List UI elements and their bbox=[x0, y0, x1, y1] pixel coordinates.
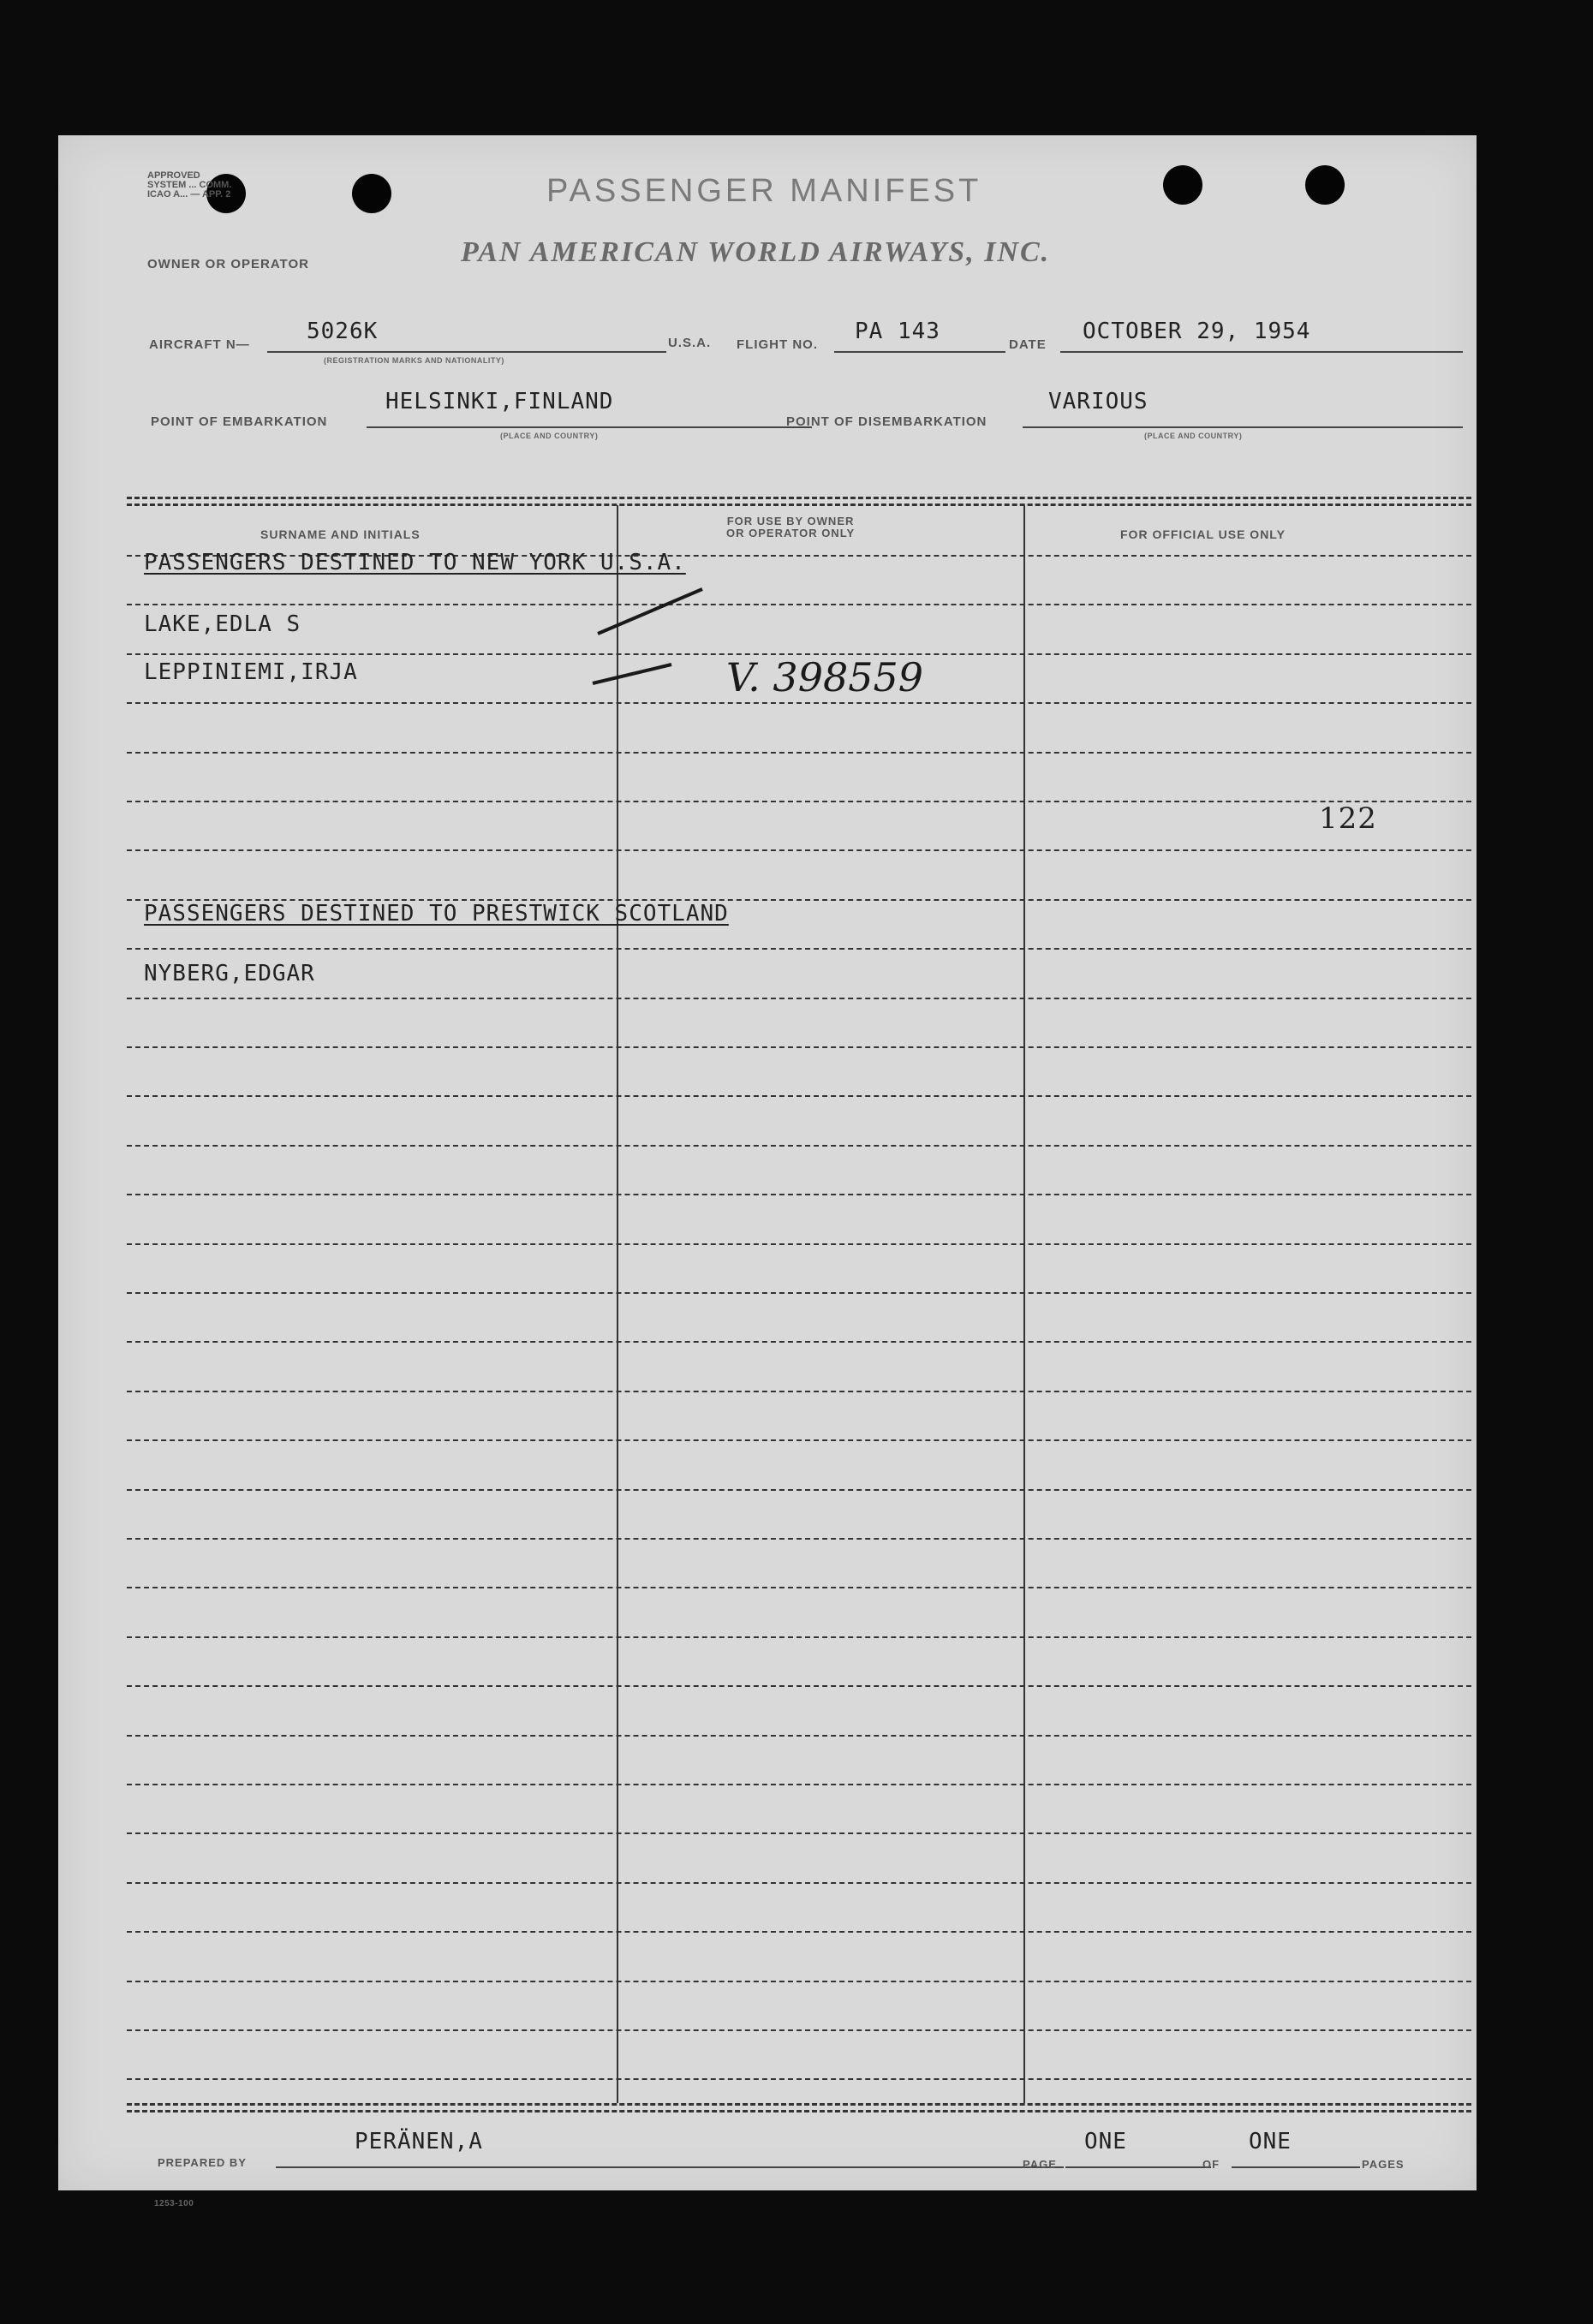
ruled-line bbox=[127, 801, 1471, 802]
ruled-line bbox=[127, 849, 1471, 851]
embark-value: HELSINKI,FINLAND bbox=[385, 389, 614, 414]
column-header-official: FOR OFFICIAL USE ONLY bbox=[1120, 527, 1286, 541]
page-value: ONE bbox=[1084, 2129, 1127, 2154]
owner-value: PAN AMERICAN WORLD AIRWAYS, INC. bbox=[461, 236, 1051, 268]
ruled-line bbox=[127, 1931, 1471, 1933]
punch-hole bbox=[352, 174, 391, 213]
ruled-line bbox=[127, 1095, 1471, 1097]
ruled-line bbox=[127, 2029, 1471, 2031]
aircraft-label: AIRCRAFT N— bbox=[149, 337, 250, 352]
aircraft-underline bbox=[267, 351, 666, 353]
passenger-name: LAKE,EDLA S bbox=[144, 611, 301, 637]
ruled-line bbox=[127, 752, 1471, 754]
ruled-line bbox=[127, 604, 1471, 605]
table-top-rule bbox=[127, 504, 1471, 506]
prepared-underline bbox=[276, 2166, 1064, 2168]
ruled-line bbox=[127, 1341, 1471, 1343]
column-divider bbox=[617, 505, 618, 2103]
pages-value: ONE bbox=[1249, 2129, 1292, 2154]
approval-line: ICAO A... — APP. 2 bbox=[147, 189, 231, 200]
ruled-line bbox=[127, 1489, 1471, 1491]
disembark-sublabel: (PLACE AND COUNTRY) bbox=[1144, 432, 1243, 440]
ruled-line bbox=[127, 1981, 1471, 1982]
owner-label: OWNER OR OPERATOR bbox=[147, 257, 309, 271]
ruled-line bbox=[127, 1243, 1471, 1245]
aircraft-sublabel: (REGISTRATION MARKS AND NATIONALITY) bbox=[324, 356, 504, 365]
column-header-surname: SURNAME AND INITIALS bbox=[260, 527, 421, 541]
passenger-name: LEPPINIEMI,IRJA bbox=[144, 659, 358, 685]
ruled-line bbox=[127, 1391, 1471, 1392]
date-value: OCTOBER 29, 1954 bbox=[1083, 319, 1311, 344]
aircraft-value: 5026K bbox=[307, 319, 379, 344]
pages-underline bbox=[1232, 2166, 1360, 2168]
embark-underline bbox=[367, 426, 812, 428]
approval-note bbox=[147, 171, 231, 200]
group-heading: PASSENGERS DESTINED TO PRESTWICK SCOTLAND bbox=[144, 901, 729, 927]
ruled-line bbox=[127, 1587, 1471, 1588]
page-underline bbox=[1065, 2166, 1211, 2168]
official-number: 122 bbox=[1319, 801, 1377, 836]
punch-hole bbox=[1305, 165, 1345, 205]
ruled-line bbox=[127, 1636, 1471, 1638]
disembark-value: VARIOUS bbox=[1048, 389, 1149, 414]
table-bottom-rule bbox=[127, 2110, 1471, 2112]
flight-underline bbox=[834, 351, 1005, 353]
punch-hole bbox=[1163, 165, 1202, 205]
passenger-name: NYBERG,EDGAR bbox=[144, 961, 315, 986]
approval-line: APPROVED bbox=[147, 170, 200, 181]
prepared-value: PERÄNEN,A bbox=[355, 2129, 483, 2154]
of-label: OF bbox=[1202, 2158, 1220, 2171]
date-label: DATE bbox=[1009, 337, 1047, 352]
ruled-line bbox=[127, 1832, 1471, 1834]
country-label: U.S.A. bbox=[668, 336, 712, 350]
check-mark bbox=[589, 581, 743, 709]
disembark-underline bbox=[1023, 426, 1463, 428]
column-header-owner-line: OR OPERATOR ONLY bbox=[726, 527, 856, 539]
column-header-owner-line: FOR USE BY OWNER bbox=[726, 515, 855, 527]
ruled-line bbox=[127, 1439, 1471, 1441]
table-bottom-rule bbox=[127, 2103, 1471, 2106]
ruled-line bbox=[127, 1145, 1471, 1147]
ruled-line bbox=[127, 1538, 1471, 1540]
column-header-owner bbox=[726, 515, 855, 539]
pages-label: PAGES bbox=[1362, 2158, 1405, 2171]
column-divider bbox=[1023, 505, 1025, 2103]
manifest-sheet bbox=[58, 135, 1477, 2208]
flight-value: PA 143 bbox=[855, 319, 940, 344]
embark-label: POINT OF EMBARKATION bbox=[151, 414, 328, 429]
ruled-line bbox=[127, 948, 1471, 950]
ruled-line bbox=[127, 1685, 1471, 1687]
ruled-line bbox=[127, 1194, 1471, 1195]
table-top-rule bbox=[127, 497, 1471, 499]
ruled-line bbox=[127, 702, 1471, 704]
form-number: 1253-100 bbox=[154, 2199, 194, 2208]
approval-line: SYSTEM ... COMM. bbox=[147, 180, 232, 190]
prepared-label: PREPARED BY bbox=[158, 2156, 247, 2169]
embark-sublabel: (PLACE AND COUNTRY) bbox=[500, 432, 599, 440]
date-underline bbox=[1060, 351, 1463, 353]
ruled-line bbox=[127, 1784, 1471, 1785]
form-title: PASSENGER MANIFEST bbox=[546, 173, 982, 209]
ruled-line bbox=[127, 998, 1471, 999]
owner-note: V. 398559 bbox=[726, 654, 924, 700]
group-heading: PASSENGERS DESTINED TO NEW YORK U.S.A. bbox=[144, 550, 686, 575]
ruled-line bbox=[127, 1046, 1471, 1048]
disembark-label: POINT OF DISEMBARKATION bbox=[786, 414, 987, 429]
ruled-line bbox=[127, 1292, 1471, 1294]
ruled-line bbox=[127, 1735, 1471, 1737]
page-label: PAGE bbox=[1023, 2158, 1057, 2171]
flight-label: FLIGHT NO. bbox=[737, 337, 818, 352]
ruled-line bbox=[127, 1882, 1471, 1884]
ruled-line bbox=[127, 2078, 1471, 2080]
